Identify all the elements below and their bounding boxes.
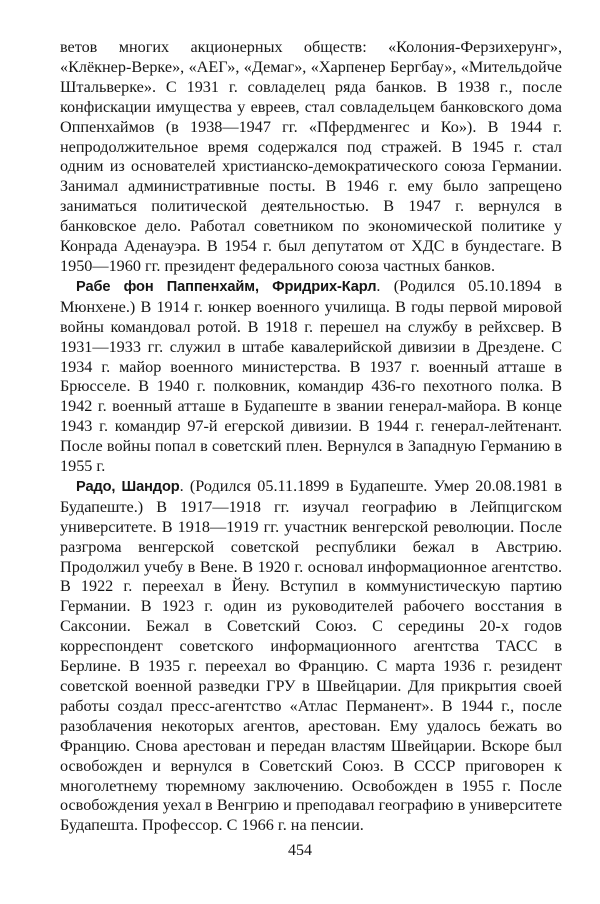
entry-text: . (Родился 05.11.1899 в Будапеште. Умер 20.08.1981 в Будапеште.) В 1917—1918 гг. изучал географию в Лейпцигском университете. В 1918—1919 гг. участник венгерской революции. После разгрома венгерской советской республики бежал в Австрию. Продолжил учебу в Вене. В 1920 г. основал информационное агентство. В 1922 г. переехал в Йену. Вступил в коммунистическую партию Германии. В 1923 г. один из руководителей рабочего восстания в Саксонии. Бежал в Советский Союз. С середины 20-х годов корреспондент советского информационного агентства ТАСС в Берлине. В 1935 г. переехал во Францию. С марта 1936 г. резидент советской военной разведки ГРУ в Швейцарии. Для прикрытия своей работы создал пресс-агентство «Атлас Перманент». В 1944 г., после разоблачения некоторых агентов, арестован. Ему удалось бежать во Францию. Снова арестован и передан властям Швейцарии. Вскоре был освобожден и вернулся в Советский Союз. В СССР приговорен к многолетнему тюремному заключению. Освобожден в 1955 г. После освобождения уехал в Венгрию и преподавал географию в университете Будапешта. Профессор. С 1966 г. на пенсии. bbox=[60, 476, 562, 835]
entry-text: . (Родился 05.10.1894 в Мюнхене.) В 1914 г. юнкер военного училища. В годы первой мировой войны командовал ротой. В 1918 г. перешел на службу в рейхсвер. В 1931—1933 гг. служил в штабе кавалерийской дивизии в Дрездене. С 1934 г. майор военного министерства. В 1937 г. военный атташе в Брюсселе. В 1940 г. полковник, командир 436-го пехотного полка. В 1942 г. военный атташе в Будапеште в звании генерал-майора. В конце 1943 г. командир 97-й егерской дивизии. В 1944 г. генерал-лейтенант. После войны попал в советский плен. Вернулся в Западную Германию в 1955 г. bbox=[60, 276, 563, 476]
entry-rabe-von-pappenheim bbox=[60, 277, 562, 477]
continuation-paragraph bbox=[60, 38, 562, 277]
page-number: 454 bbox=[288, 842, 312, 859]
paragraph-text: ветов многих акционерных обществ: «Колония-Ферзихерунг», «Клёкнер-Верке», «АЕГ», «Демаг», «Харпенер Бергбау», «Мительдойче Штальверке». С 1931 г. совладелец ряда банков. В 1938 г., после конфискации имущества у евреев, стал совладельцем банковского дома Оппенхаймов (в 1938—1947 гг. «Пфердменгес и Ко»). В 1944 г. непродолжительное время содержался под стражей. В 1945 г. стал одним из основателей христианско-демократического союза Германии. Занимал административные посты. В 1946 г. ему было запрещено заниматься политической деятельностью. В 1947 г. вернулся в банковское дело. Работал советником по экономической политике у Конрада Аденауэра. В 1954 г. был депутатом от ХДС в бундестаге. В 1950—1960 гг. президент федерального союза частных банков. bbox=[60, 38, 562, 275]
entry-name: Радо, Шандор bbox=[76, 478, 180, 495]
document-page bbox=[60, 38, 562, 836]
entry-name: Рабе фон Паппенхайм, Фридрих-Карл bbox=[76, 278, 377, 295]
entry-rado-sandor bbox=[60, 477, 562, 836]
